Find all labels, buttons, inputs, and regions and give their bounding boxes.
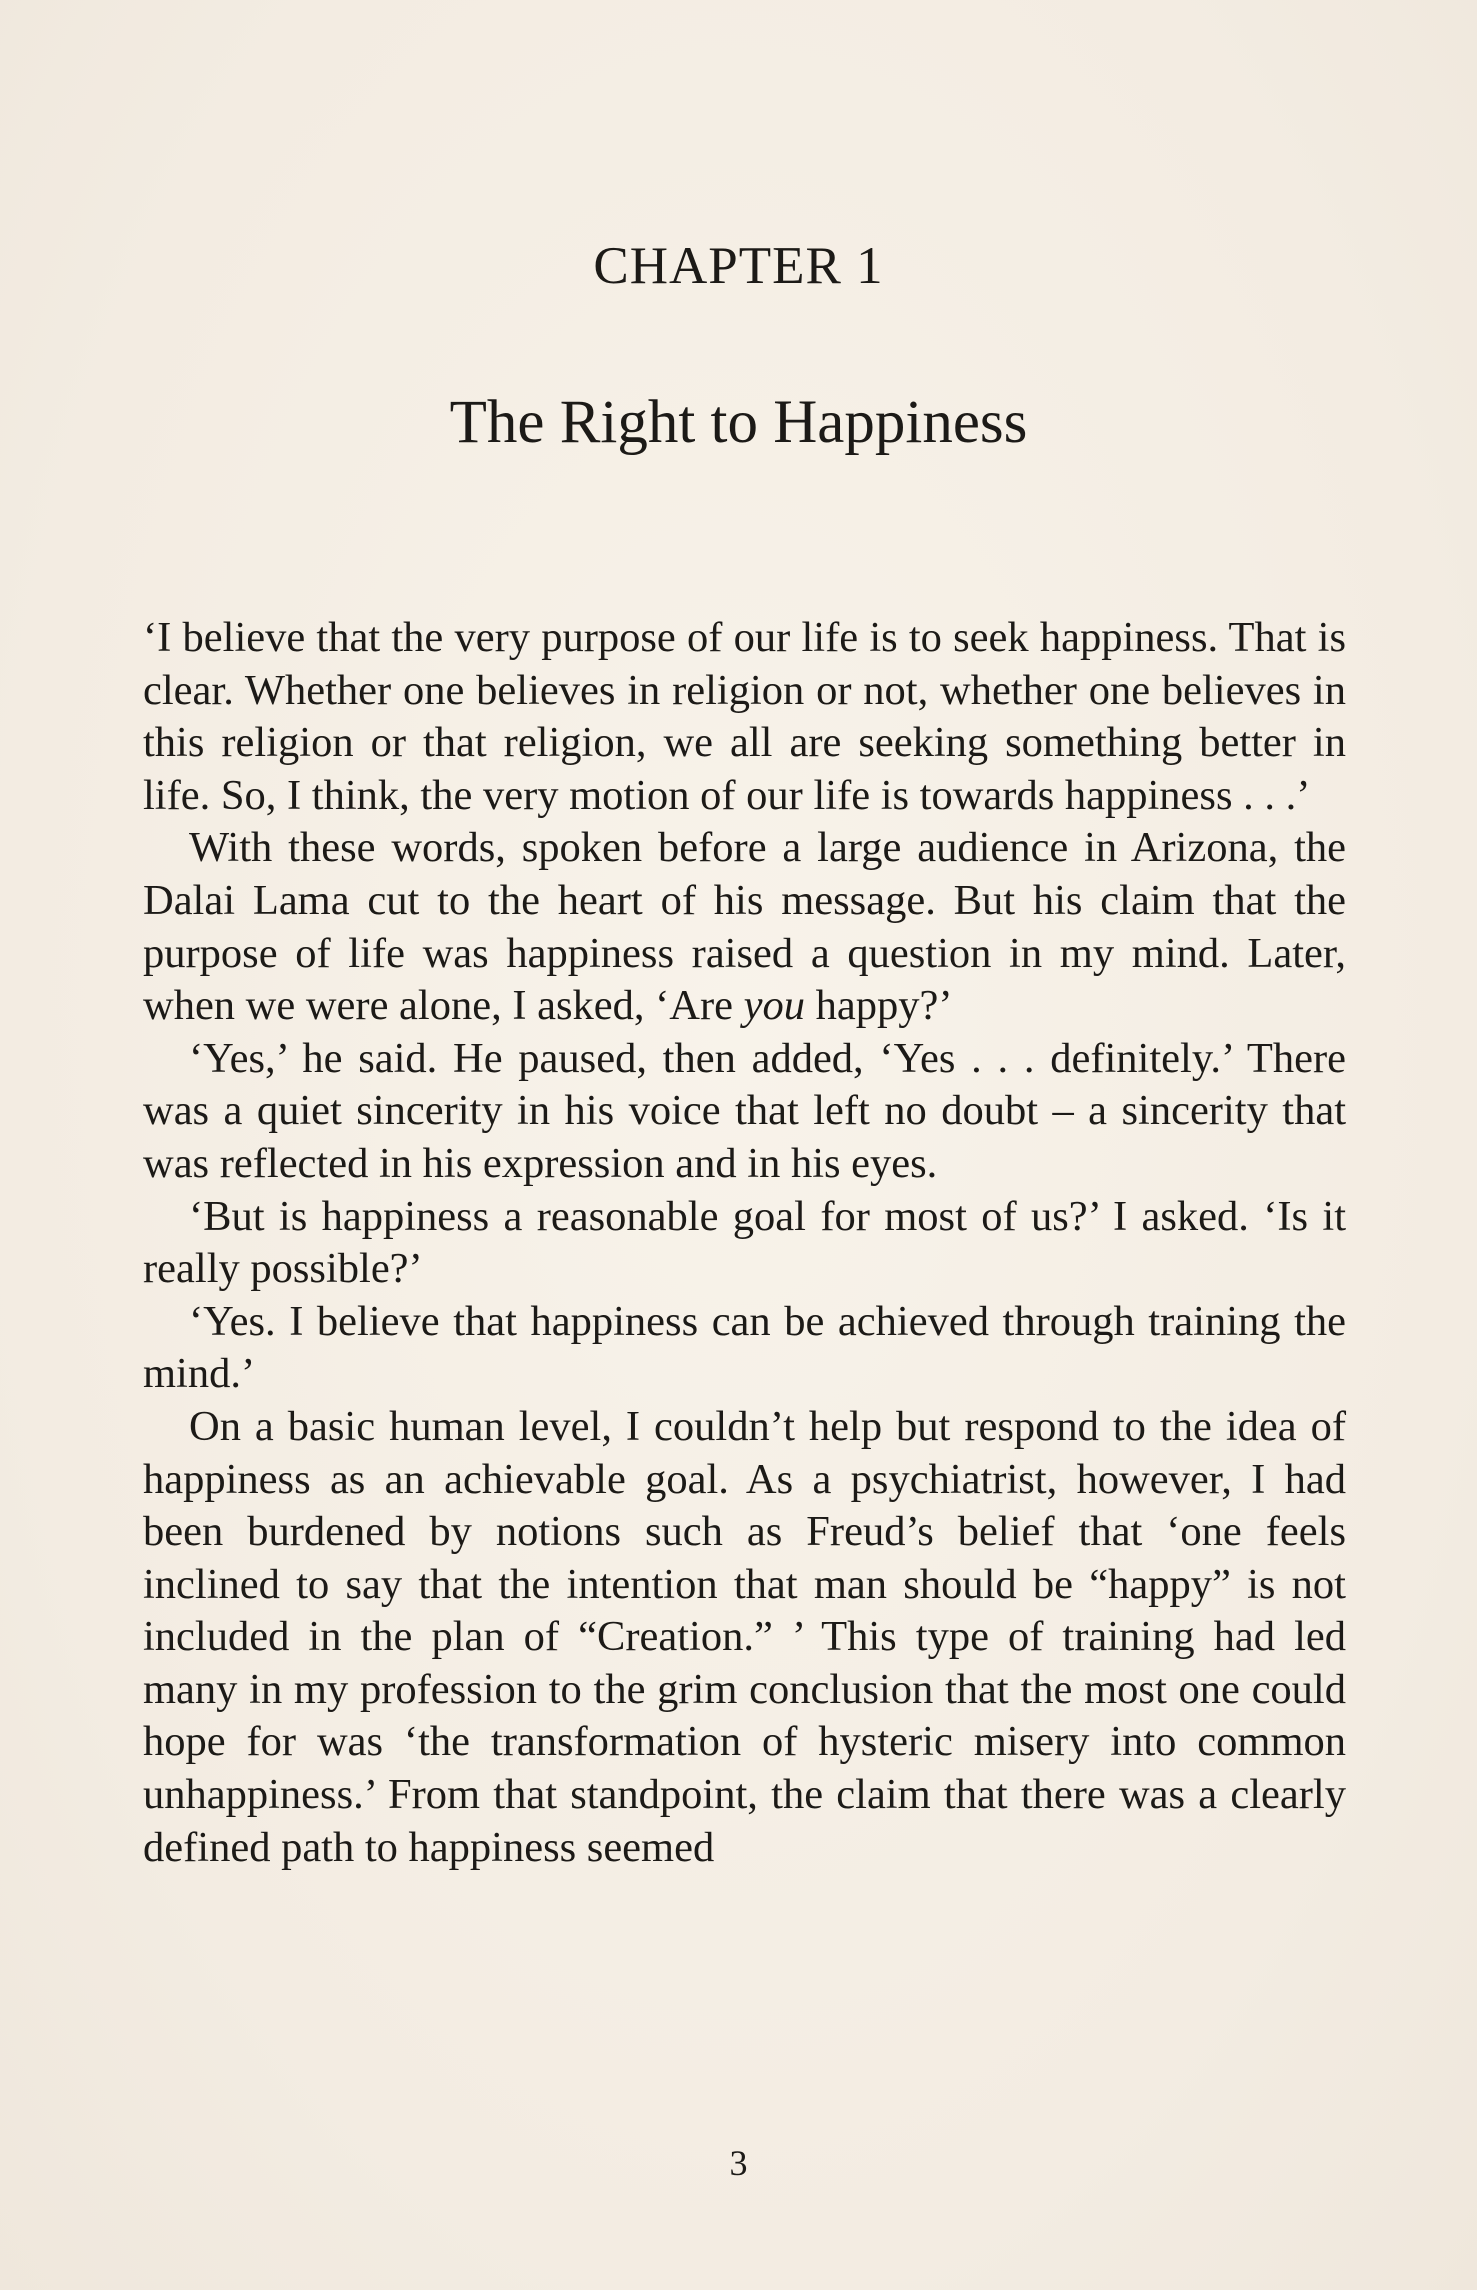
paragraph-4: ‘But is happiness a reasonable goal for most of us?’ I asked. ‘Is it really possible?’	[143, 1192, 1346, 1293]
chapter-title: The Right to Happiness	[449, 389, 1028, 456]
chapter-label: CHAPTER 1	[593, 237, 884, 295]
body-text	[143, 612, 1346, 1874]
page-number: 3	[729, 2143, 748, 2183]
paragraph-5: ‘Yes. I believe that happiness can be achieved through training the mind.’	[143, 1297, 1346, 1398]
paragraph-3: ‘Yes,’ he said. He paused, then added, ‘Yes . . . definitely.’ There was a quiet sincerity in his voice that left no doubt – a sincerity that was reflected in his expression and in his eyes.	[143, 1034, 1346, 1187]
paragraph-1: ‘I believe that the very purpose of our life is to seek happiness. That is clear. Whether one believes in religion or not, whether one believes in this religion or that religion, we all are seeking something better in life. So, I think, the very motion of our life is towards happiness . . .’	[143, 614, 1346, 819]
paragraph-6: On a basic human level, I couldn’t help but respond to the idea of happiness as an achievable goal. As a psychiatrist, however, I had been burdened by notions such as Freud’s belief that ‘one feels inclined to say that the intention that man should be “happy” is not included in the plan of “Creation.” ’ This type of training had led many in my profession to the grim conclusion that the most one could hope for was ‘the transformation of hysteric misery into common unhappiness.’ From that standpoint, the claim that there was a clearly defined path to happiness seemed	[143, 1402, 1346, 1871]
paragraph-2-text-before: With these words, spoken before a large audience in Arizona, the Dalai Lama cut to the heart of his message. But his claim that the purpose of life was happiness raised a question in my mind. Later, when we were alone, I asked, ‘Are	[143, 824, 1346, 1030]
paragraph-2	[143, 822, 1346, 1032]
paragraph-2-emphasis: you	[743, 982, 805, 1030]
paragraph-2-text-after: happy?’	[805, 982, 953, 1030]
